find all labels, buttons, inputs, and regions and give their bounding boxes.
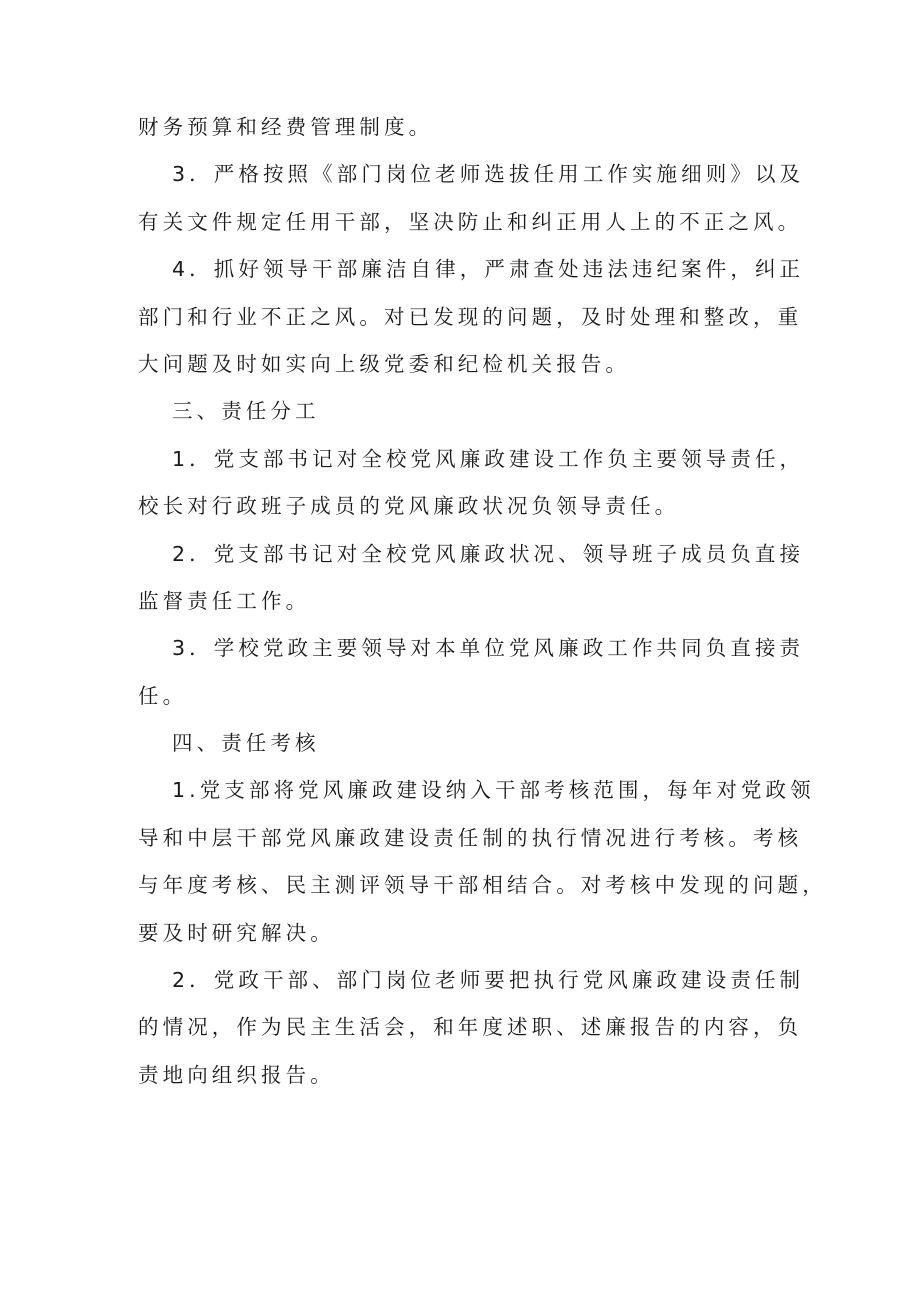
paragraph-line: 3．学校党政主要领导对本单位党风廉政工作共同负直接责	[172, 636, 805, 661]
paragraph-line: 2．党政干部、部门岗位老师要把执行党风廉政建设责任制	[172, 968, 805, 993]
document-body	[138, 104, 827, 1099]
paragraph-line: 责地向组织报告。	[138, 1062, 335, 1087]
paragraph-line: 3．严格按照《部门岗位老师选拔任用工作实施细则》以及	[172, 162, 805, 187]
paragraph-line: 校长对行政班子成员的党风廉政状况负领导责任。	[138, 494, 680, 519]
section-heading: 四、责任考核	[172, 731, 320, 756]
paragraph-line: 财务预算和经费管理制度。	[138, 115, 434, 139]
paragraph-line: 监督责任工作。	[138, 588, 311, 613]
section-heading: 三、责任分工	[172, 399, 320, 424]
paragraph-line: 2．党支部书记对全校党风廉政状况、领导班子成员负直接	[172, 541, 805, 566]
paragraph-line: 1．党支部书记对全校党风廉政建设工作负主要领导责任，	[172, 446, 805, 471]
paragraph-line: 部门和行业不正之风。对已发现的问题，及时处理和整改，重	[138, 304, 803, 329]
paragraph-line: 4．抓好领导干部廉洁自律，严肃查处违法违纪案件，纠正	[172, 257, 805, 282]
paragraph-line: 要及时研究解决。	[138, 920, 335, 945]
paragraph-line: 与年度考核、民主测评领导干部相结合。对考核中发现的问题，	[138, 873, 827, 898]
paragraph-line: 大问题及时如实向上级党委和纪检机关报告。	[138, 351, 630, 376]
paragraph-line: 任。	[138, 683, 188, 708]
paragraph-line: 有关文件规定任用干部，坚决防止和纠正用人上的不正之风。	[138, 209, 803, 234]
paragraph-line: 导和中层干部党风廉政建设责任制的执行情况进行考核。考核	[138, 825, 803, 850]
paragraph-line: 1.党支部将党风廉政建设纳入干部考核范围，每年对党政领	[172, 778, 815, 803]
paragraph-line: 的情况，作为民主生活会，和年度述职、述廉报告的内容，负	[138, 1015, 803, 1040]
